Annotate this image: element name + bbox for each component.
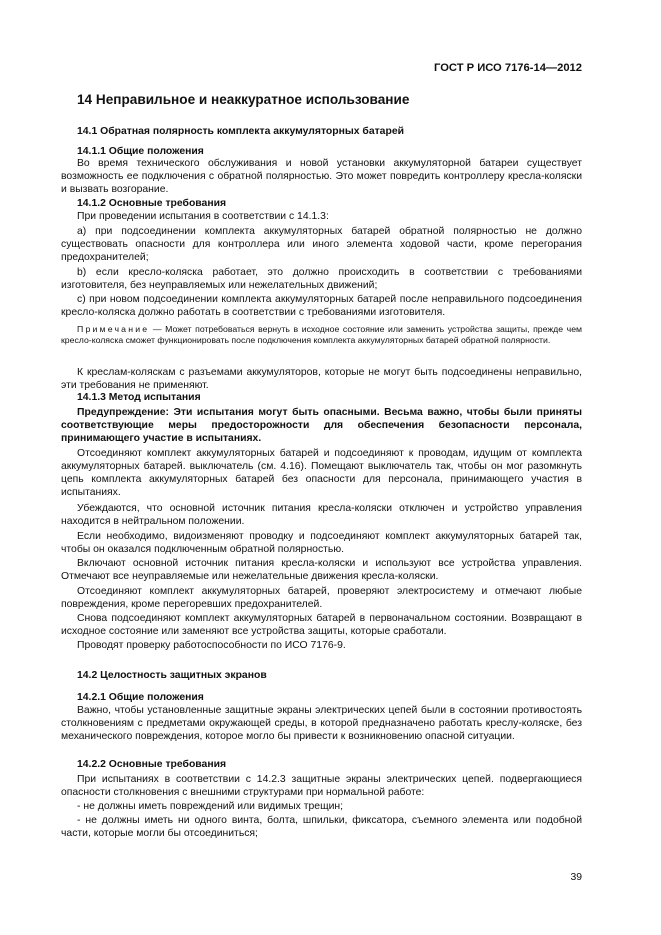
- subsection-title-14-1: 14.1 Обратная полярность комплекта аккумуляторных батарей: [77, 126, 404, 137]
- clause-title-14-1-2: 14.1.2 Основные требования: [77, 198, 227, 209]
- paragraph: Важно, чтобы установленные защитные экраны электрических цепей были в состоянии противостоять столкновениям с предметами окружающей среды, в которой предназначено работать креслу-коляске, без механического повреждения, которое могло бы привести к возникновению опасной ситуации.: [61, 705, 582, 743]
- paragraph: Проводят проверку работоспособности по ИСО 7176-9.: [77, 640, 346, 651]
- clause-title-14-2-2: 14.2.2 Основные требования: [77, 759, 227, 770]
- clause-title-14-2-1: 14.2.1 Общие положения: [77, 692, 204, 703]
- paragraph: Убеждаются, что основной источник питания кресла-коляски отключен и устройство управления находится в нейтральном положении.: [61, 503, 582, 528]
- note-text: — Может потребоваться вернуть в исходное состояние или заменить устройства защиты, прежде чем кресло-коляска сможет функционировать после подключения комплекта аккумуляторных батарей обратной полярности.: [61, 324, 582, 346]
- list-item: - не должны иметь повреждений или видимых трещин;: [77, 801, 344, 812]
- paragraph: При проведении испытания в соответствии с 14.1.3:: [77, 211, 329, 222]
- list-item-b: b) если кресло-коляска работает, это должно происходить в соответствии с требованиями изготовителя, без неуправляемых или нежелательных движений;: [61, 267, 582, 292]
- list-item-a: а) при подсоединении комплекта аккумуляторных батарей обратной полярностью не должно существовать опасности для контроллера или иного элемента ходовой части, кроме перегорания предохранителей;: [61, 226, 582, 264]
- subsection-title-14-2: 14.2 Целостность защитных экранов: [77, 670, 267, 681]
- section-title: 14 Неправильное и неаккуратное использование: [77, 92, 410, 107]
- paragraph: Снова подсоединяют комплект аккумуляторных батарей в первоначальном состоянии. Возвращают в исходное состояние или заменяют все устройства защиты, которые сработали.: [61, 613, 582, 638]
- paragraph: Отсоединяют комплект аккумуляторных батарей, проверяют электросистему и отмечают любые повреждения, кроме перегоревших предохранителей.: [61, 586, 582, 611]
- list-item: - не должны иметь ни одного винта, болта, шпильки, фиксатора, съемного элемента или подобной части, которые могли бы отсоединиться;: [61, 815, 582, 840]
- paragraph: Во время технического обслуживания и новой установки аккумуляторной батареи существует возможность ее подключения с обратной полярностью. Это может повредить контроллеру кресла-коляски и вызвать возгорание.: [61, 158, 582, 196]
- note: [61, 324, 582, 347]
- note-label: Примечание: [77, 324, 150, 334]
- paragraph: Отсоединяют комплект аккумуляторных батарей и подсоединяют к проводам, идущим от комплекта аккумуляторных батарей. выключатель (см. 4.16). Помещают выключатель так, чтобы он мог разомкнуть цепь комплекта аккумуляторных батарей без опасности для персонала, принимающего участия в испытаниях.: [61, 448, 582, 499]
- warning-paragraph: Предупреждение: Эти испытания могут быть опасными. Весьма важно, чтобы были приняты соответствующие меры предосторожности для обеспечения безопасности персонала, принимающего участие в испытаниях.: [61, 407, 582, 445]
- clause-title-14-1-3: 14.1.3 Метод испытания: [77, 392, 201, 403]
- page-number: 39: [570, 872, 582, 883]
- paragraph: При испытаниях в соответствии с 14.2.3 защитные экраны электрических цепей. подвергающиеся опасности столкновения с внешними структурами при нормальной работе:: [61, 774, 582, 799]
- clause-title-14-1-1: 14.1.1 Общие положения: [77, 146, 204, 157]
- paragraph: Если необходимо, видоизменяют проводку и подсоединяют комплект аккумуляторных батарей так, чтобы он оказался подключенным обратной полярностью.: [61, 531, 582, 556]
- list-item-c: с) при новом подсоединении комплекта аккумуляторных батарей после неправильного подсоединения кресло-коляска должно работать в соответствии с требованиями изготовителя.: [61, 294, 582, 319]
- paragraph: Включают основной источник питания кресла-коляски и используют все устройства управления. Отмечают все неуправляемые или нежелательные движения кресла-коляски.: [61, 558, 582, 583]
- paragraph: К креслам-коляскам с разъемами аккумуляторов, которые не могут быть подсоединены неправильно, эти требования не применяют.: [61, 367, 582, 392]
- document-id-header: ГОСТ Р ИСО 7176-14—2012: [434, 62, 582, 74]
